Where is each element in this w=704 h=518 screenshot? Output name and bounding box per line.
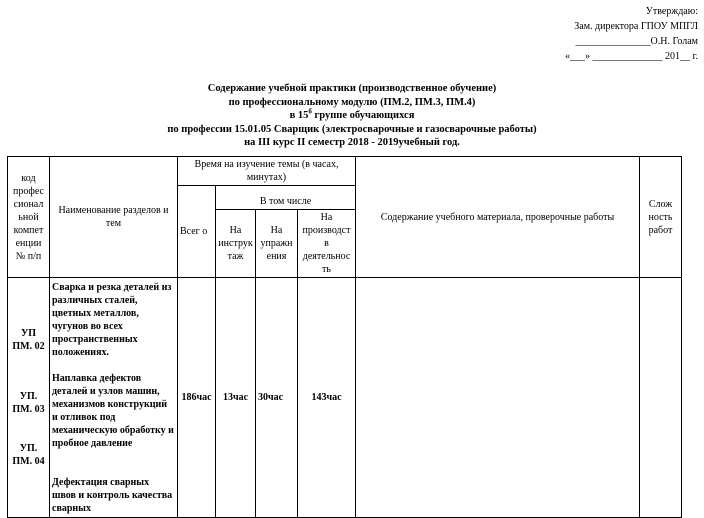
- document-title: [0, 82, 704, 150]
- section-um-04: Дефектация сварных швов и контроль качества сварных: [52, 476, 173, 514]
- table-row: [8, 278, 682, 518]
- header-instruction: На инструк таж: [216, 210, 256, 278]
- section-um-02: Сварка и резка деталей из различных сталей, цветных металлов, чугунов во всех пространственных положениях.: [52, 281, 172, 358]
- code-um-04: УП. ПМ. 04: [12, 443, 45, 467]
- title-line-4: по профессии 15.01.05 Сварщик (электросварочные и газосварочные работы): [167, 123, 537, 135]
- approval-line-2: Зам. директора ГПОУ МПГЛ: [574, 21, 698, 32]
- title-line-3: в $15^б$ группе обучающихся: [289, 107, 415, 121]
- sections-cell: [50, 278, 178, 518]
- code-cell: [8, 278, 50, 518]
- hours-production: 143час: [298, 278, 356, 518]
- title-line-1: Содержание учебной практики (производственное обучение): [207, 83, 497, 94]
- code-um-03: УП. ПМ. 03: [12, 391, 45, 415]
- approval-signature-line: _______________О.Н. Голам: [575, 36, 698, 47]
- title-line-2: по профессиональному модулю (ПМ.2, ПМ.3, ПМ.4): [228, 96, 476, 108]
- header-exercises: На упражн ения: [256, 210, 298, 278]
- hours-exercises: 30час: [256, 278, 298, 518]
- header-time: Время на изучение темы (в часах, минутах): [178, 157, 356, 186]
- header-production: На производст в деятельнос ть: [298, 210, 356, 278]
- hours-total: 186час: [178, 278, 216, 518]
- approval-line-1: Утверждаю:: [645, 6, 698, 17]
- complexity-cell: [640, 278, 682, 518]
- header-including: В том числе: [216, 186, 356, 210]
- hours-instruction: 13час: [216, 278, 256, 518]
- header-total: Всег о: [178, 186, 216, 278]
- title-line-5: на III курс II семестр 2018 - 2019учебный год.: [244, 137, 460, 148]
- header-content: Содержание учебного материала, проверочные работы: [356, 157, 640, 278]
- practice-table: [7, 156, 682, 518]
- section-um-03: Наплавка дефектов деталей и узлов машин, механизмов конструкций и отливок под механическую обработку и пробное давление: [52, 372, 174, 449]
- header-code: код профес сионал ьной компет енции № п/п: [8, 157, 50, 278]
- group-superscript: б: [308, 107, 312, 116]
- header-section: Наименование разделов и тем: [50, 157, 178, 278]
- content-cell: [356, 278, 640, 518]
- header-complexity: Слож ность работ: [640, 157, 682, 278]
- approval-block: [523, 4, 698, 64]
- approval-date-line: «___» ______________ 201__ г.: [565, 51, 698, 62]
- code-um-02: УП ПМ. 02: [12, 328, 45, 352]
